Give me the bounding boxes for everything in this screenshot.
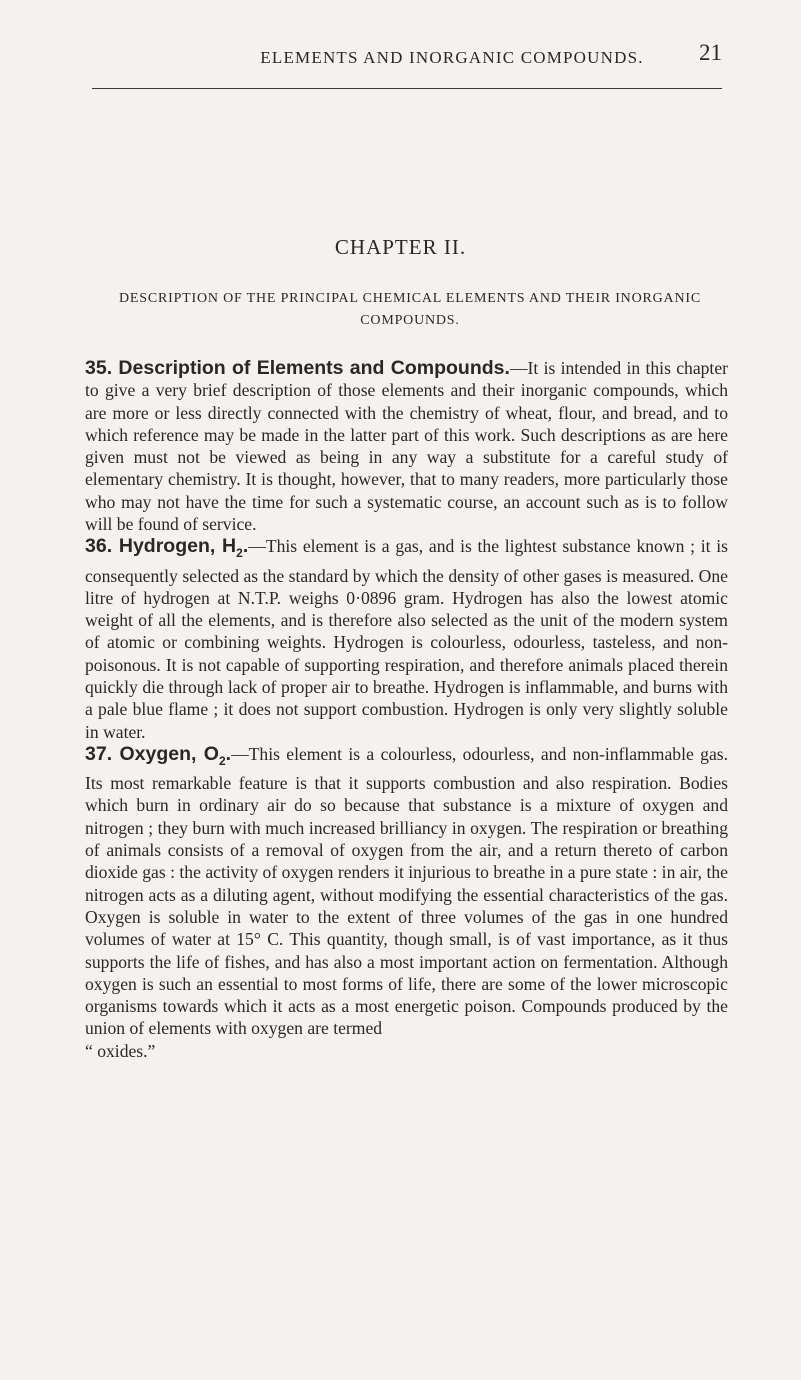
body-text bbox=[85, 357, 728, 1062]
chapter-subtitle: DESCRIPTION OF THE PRINCIPAL CHEMICAL ELEMENTS AND THEIR INORGANIC COMPOUNDS. bbox=[119, 291, 701, 328]
paragraph-37-last-line: “ oxides.” bbox=[85, 1040, 156, 1061]
chapter-title: CHAPTER II. bbox=[334, 235, 467, 259]
section-heading-37-label: 37. Oxygen, O bbox=[85, 742, 219, 765]
page-number: 21 bbox=[699, 40, 722, 65]
section-heading-36 bbox=[85, 535, 249, 561]
section-heading-37-end: . bbox=[225, 742, 232, 765]
running-head: ELEMENTS AND INORGANIC COMPOUNDS. bbox=[260, 48, 644, 67]
section-heading-37 bbox=[85, 742, 232, 768]
paragraph-36-text: —This element is a gas, and is the lightest substance known ; it is consequently selected as the standard by which the density of other gases is measured. One litre of hydrogen at N.T.P. weighs 0·0896 gram. Hydrogen has also the lowest atomic weight of all the elements, and is therefore also selected as the unit of the modern system of atomic or combining weights. Hydrogen is colourless, odourless, tasteless, and non-poisonous. It is not capable of supporting respiration, and therefore animals placed therein quickly die through lack of proper air to breathe. Hydrogen is inflammable, and burns with a pale blue flame ; it does not support combustion. Hydrogen is only very slightly soluble in water. bbox=[85, 536, 728, 742]
section-heading-36-end: . bbox=[242, 535, 249, 558]
paragraph-35-text: —It is intended in this chapter to give a very brief description of those elements and their inorganic compounds, which are more or less directly connected with the chemistry of wheat, flour, and bread, and to which reference may be made in the latter part of this work. Such descriptions as are here given must not be viewed as being in any way a substitute for a careful study of elementary chemistry. It is thought, however, that to many readers, more particularly those who may not have the time for such a systematic course, an account such as is to follow will be found of service. bbox=[85, 358, 728, 535]
page-header bbox=[92, 40, 722, 89]
oxygen-subscript: 2 bbox=[218, 753, 226, 768]
section-heading-35: 35. Description of Elements and Compounds. bbox=[85, 357, 510, 379]
paragraph-37 bbox=[85, 743, 728, 1062]
paragraph-36 bbox=[85, 535, 728, 743]
paragraph-37-text: —This element is a colourless, odourless, and non-inflammable gas. Its most remarkable feature is that it supports combustion and also respiration. Bodies which burn in ordinary air do so because that substance is a mixture of oxygen and nitrogen ; they burn with much increased brilliancy in oxygen. The respiration or breathing of animals consists of a removal of oxygen from the air, and a return thereto of carbon dioxide gas : the activity of oxygen renders it injurious to breathe in a pure state : in air, the nitrogen acts as a diluting agent, without modifying the essential characteristics of the gas. Oxygen is soluble in water to the extent of three volumes of the gas in one hundred volumes of water at 15° C. This quantity, though small, is of vast importance, as it thus supports the life of fishes, and has also a most important action on fermentation. Although oxygen is such an essential to most forms of life, there are some of the lower microscopic organisms towards which it acts as a most energetic poison. Compounds produced by the union of elements with oxygen are termed bbox=[85, 743, 728, 1039]
section-heading-36-label: 36. Hydrogen, H bbox=[85, 535, 237, 558]
hydrogen-subscript: 2 bbox=[236, 546, 243, 561]
paragraph-35 bbox=[85, 357, 728, 535]
